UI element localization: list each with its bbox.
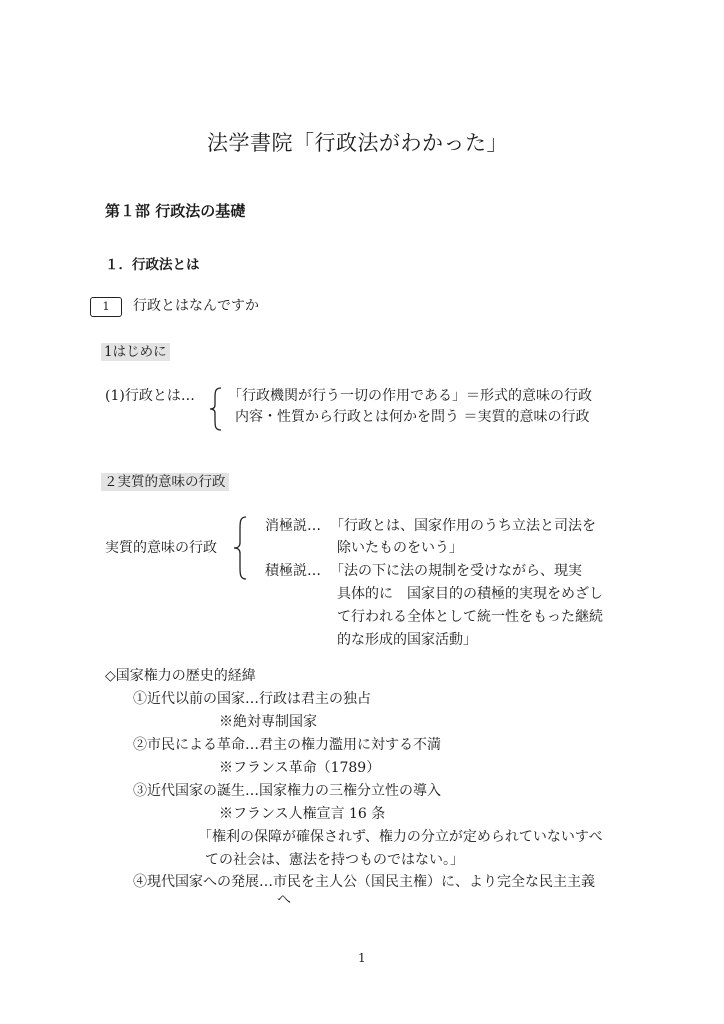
negative-theory-line2: 除いたものをいう」 xyxy=(337,540,463,556)
positive-theory-line2: 具体的に 国家目的の積極的実現をめざし xyxy=(337,586,603,602)
intro-term: (1)行政とは… xyxy=(105,388,195,404)
negative-theory-line1: 「行政とは、国家作用のうち立法と司法を xyxy=(330,518,596,534)
subsection-heading-substantive: ２実質的意味の行政 xyxy=(101,473,229,491)
negative-theory-label: 消極説… xyxy=(265,518,321,534)
history-item-2: ②市民による革命…君主の権力濫用に対する不満 xyxy=(133,737,441,753)
history-quote-line1: 「権利の保障が確保されず、権力の分立が定められていないすべ xyxy=(198,829,603,845)
positive-theory-line4: 的な形成的国家活動」 xyxy=(337,632,477,648)
history-note-2: ※フランス革命（1789） xyxy=(219,760,381,776)
history-quote-line2: ての社会は、憲法を持つものではない。」 xyxy=(205,852,464,868)
part-heading: 第１部 行政法の基礎 xyxy=(105,202,246,220)
history-item-3: ③近代国家の誕生…国家権力の三権分立性の導入 xyxy=(133,783,441,799)
question-text: 行政とはなんですか xyxy=(133,298,259,314)
subsection-heading-intro: 1はじめに xyxy=(101,343,170,361)
history-note-1: ※絶対専制国家 xyxy=(219,714,317,730)
intro-brace xyxy=(208,386,224,432)
intro-line-substantive: 内容・性質から行政とは何かを問う ＝実質的意味の行政 xyxy=(235,409,590,425)
history-note-3: ※フランス人権宣言 16 条 xyxy=(219,806,386,822)
substantive-term: 実質的意味の行政 xyxy=(105,540,217,556)
history-heading: ◇国家権力の歴史的経緯 xyxy=(105,668,256,684)
page-number: 1 xyxy=(358,951,366,965)
positive-theory-label: 積極説… xyxy=(265,563,321,579)
history-item-4: ④現代国家への発展…市民を主人公（国民主権）に、より完全な民主主義 xyxy=(133,874,595,890)
history-item-1: ①近代以前の国家…行政は君主の独占 xyxy=(133,691,371,707)
positive-theory-line1: 「法の下に法の規制を受けながら、現実 xyxy=(330,563,582,579)
positive-theory-line3: て行われる全体として統一性をもった継続 xyxy=(337,609,603,625)
document-title: 法学書院「行政法がわかった」 xyxy=(207,131,508,155)
intro-line-formal: 「行政機関が行う一切の作用である」＝形式的意味の行政 xyxy=(228,388,592,404)
question-number-box: 1 xyxy=(90,297,122,317)
section-heading: １．行政法とは xyxy=(105,257,200,273)
substantive-brace xyxy=(231,515,249,581)
history-item-4-continuation: へ xyxy=(277,892,291,908)
